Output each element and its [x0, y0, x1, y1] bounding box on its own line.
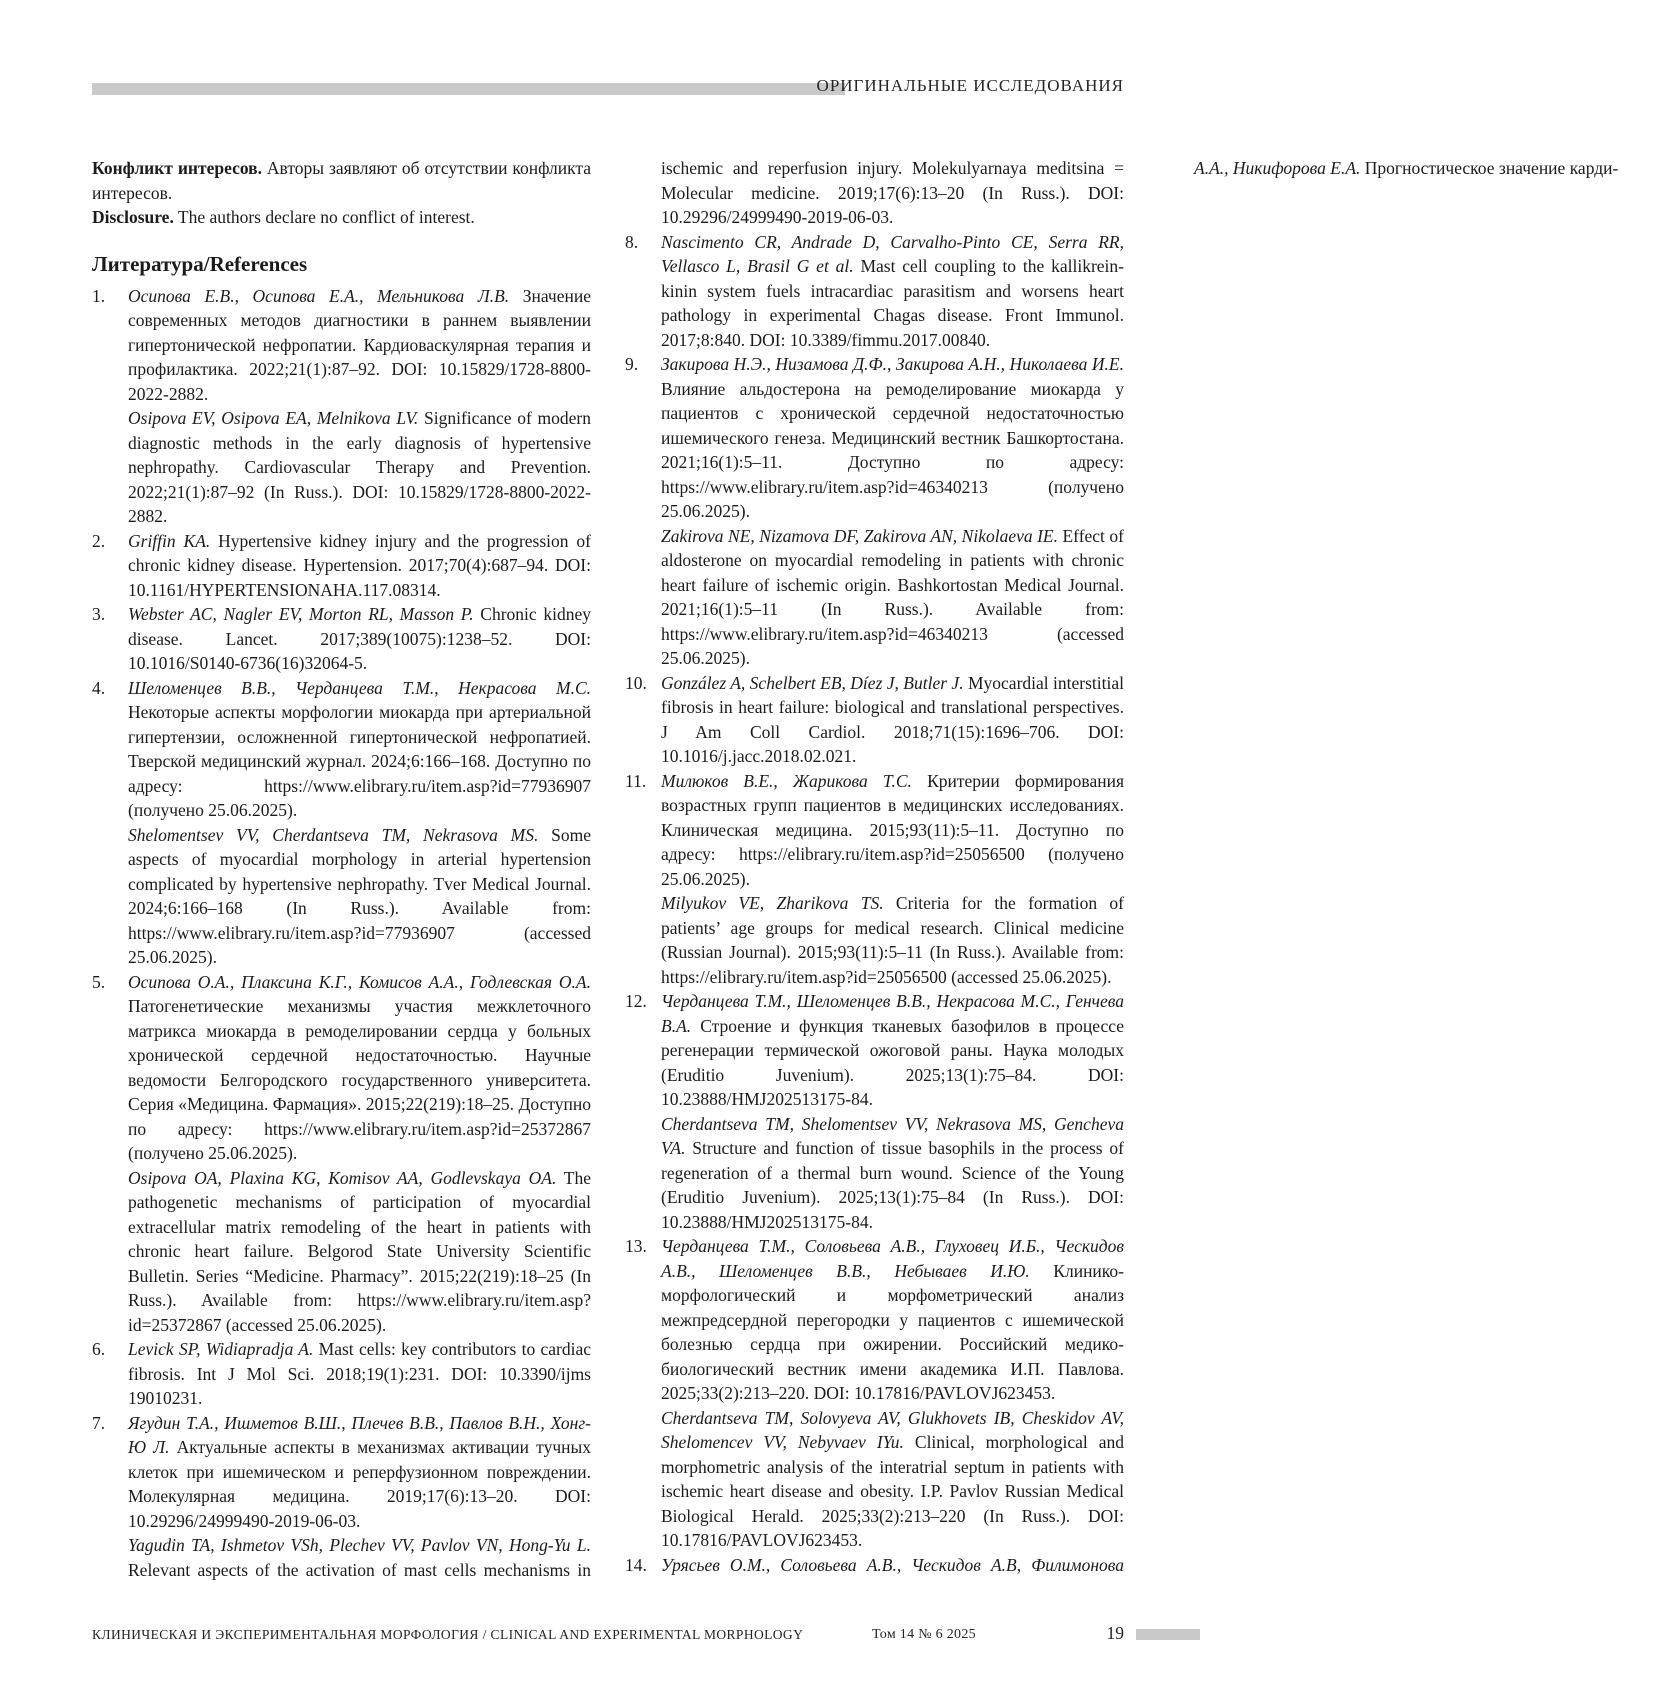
reference-text: Mast cell coupling to the kallikrein-kinin system fuels intracardiac parasitism and worsens heart pathology in experimental Chagas disease. Front Immunol. 2017;8:840. DOI: 10.3389/fimmu.2017.00840. [661, 256, 1124, 350]
reference-authors: Nascimento CR, Andrade D, Carvalho-Pinto CE, Serra RR, Vellasco L, Brasil G et al. [661, 231, 1124, 276]
reference-text: Прогностическое значение карди- [1360, 158, 1619, 178]
reference-text: Some aspects of myocardial morphology in arterial hypertension complicated by hypertensive nephropathy. Tver Medical Journal. 2024;6:166–168 (In Russ.). Available from: https://www.elibrary.ru/item.asp?id=77936907 (accessed 25.06.2025). [128, 824, 591, 967]
reference-text: Патогенетические механизмы участия межклеточного матрикса миокарда в ремоделировании сердца у больных хронической сердечной недостаточностью. Научные ведомости Белгородского государственного университета. Серия «Медицина. Фармация». 2015;22(219):18–25. Доступно по адресу: https://www.elibrary.ru/item.asp?id=25372867 (получено 25.06.2025). [128, 996, 591, 1163]
reference-authors: Закирова Н.Э., Низамова Д.Ф., Закирова А.Н., Николаева И.Е. [661, 354, 1124, 374]
reference-text: Строение и функция тканевых базофилов в процессе регенерации термической ожоговой раны. Наука молодых (Eruditio Juvenium). 2025;13(1):75–84. DOI: 10.23888/HMJ202513175-84. [661, 1015, 1124, 1109]
reference-item [625, 1234, 1124, 1553]
reference-authors: Cherdantseva TM, Shelomentsev VV, Nekrasova MS, Gencheva VA. [661, 1113, 1124, 1158]
reference-citation-primary [92, 1337, 591, 1411]
reference-item [625, 352, 1124, 671]
reference-text: Некоторые аспекты морфологии миокарда при артериальной гипертензии, осложненной гипертонической нефропатией. Тверской медицинский журнал. 2024;6:166–168. Доступно по адресу: https://www.elibrary.ru/item.asp?id=77936907 (получено 25.06.2025). [128, 702, 591, 820]
reference-authors: González A, Schelbert EB, Díez J, Butler J. [661, 672, 964, 693]
reference-text: Значение современных методов диагностики в раннем выявлении гипертонической нефропатии. Кардиоваскулярная терапия и профилактика. 2022;21(1):87–92. DOI: 10.15829/1728-8800-2022-2882. [128, 285, 592, 404]
reference-authors: Osipova OA, Plaxina KG, Komisov AA, Godlevskaya OA. [128, 1167, 557, 1188]
reference-item [92, 1337, 591, 1411]
reference-authors: Yagudin TA, Ishmetov VSh, Plechev VV, Pavlov VN, Hong-Yu L. [128, 1535, 591, 1555]
reference-number: 2. [92, 530, 106, 551]
reference-number: 11. [625, 770, 647, 791]
reference-number: 3. [92, 604, 106, 624]
reference-text: The pathogenetic mechanisms of participation of myocardial extracellular matrix remodeling of the heart in patients with chronic heart failure. Belgorod State University Scientific Bulletin. Series “Medicine. Pharmacy”. 2015;22(219):18–25 (In Russ.). Available from: https://www.elibrary.ru/item.asp?id=25372867 (accessed 25.06.2025). [128, 1167, 591, 1335]
reference-number: 14. [625, 1554, 647, 1575]
references-heading: Литература/References [92, 251, 308, 276]
two-column-flow [92, 156, 1619, 1590]
reference-authors: Osipova EV, Osipova EA, Melnikova LV. [128, 408, 419, 428]
reference-item [92, 970, 591, 1338]
reference-number: 13. [625, 1236, 647, 1256]
reference-number: 12. [625, 991, 647, 1011]
conflict-ru-text: Авторы заявляют об отсутствии конфликта интересов. [92, 158, 591, 203]
page-number: 19 [1106, 1623, 1124, 1643]
reference-citation-translated [661, 891, 1124, 989]
disclosure-label: Disclosure. [92, 207, 174, 227]
reference-number: 1. [92, 285, 106, 306]
reference-citation-primary [625, 989, 1124, 1112]
reference-item [92, 529, 591, 603]
reference-number: 10. [625, 672, 647, 693]
reference-authors: Осипова Е.В., Осипова Е.А., Мельникова Л.В. [128, 285, 510, 306]
reference-item [92, 602, 591, 676]
reference-item [625, 230, 1124, 353]
reference-authors: Milyukov VE, Zharikova TS. [661, 893, 884, 913]
conflict-of-interest-en [92, 205, 591, 230]
reference-text: Myocardial interstitial fibrosis in heart failure: biological and translational perspectives. J Am Coll Cardiol. 2018;71(15):1696–706. DOI: 10.1016/j.jacc.2018.02.021. [661, 672, 1124, 766]
reference-authors: Урясьев О.М., Соловьева А.В., Ческидов А.В, Филимонова А.А., Никифорова Е.А. [661, 158, 1361, 1575]
reference-text: Structure and function of tissue basophils in the process of regeneration of a thermal burn wound. Science of the Young (Eruditio Juvenium). 2025;13(1):75–84 (In Russ.). DOI: 10.23888/HMJ202513175-84. [661, 1138, 1124, 1232]
page-header [92, 76, 1124, 102]
reference-citation-primary [92, 970, 591, 1166]
reference-text: Criteria for the formation of patients’ age groups for medical research. Clinical medicine (Russian Journal). 2015;93(11):5–11 (In Russ.). Available from: https://elibrary.ru/item.asp?id=25056500 (accessed 25.06.2025). [661, 893, 1125, 987]
disclosure-text: The authors declare no conflict of interest. [173, 207, 475, 227]
references-content [92, 156, 1619, 1590]
reference-citation-primary [625, 1234, 1124, 1406]
reference-authors: Cherdantseva TM, Solovyeva AV, Glukhovets IB, Cheskidov AV, Shelomencev VV, Nebyvaev IYu. [661, 1407, 1124, 1452]
reference-number: 6. [92, 1339, 106, 1359]
reference-authors: Осипова О.А., Плаксина К.Г., Комисов А.А., Годлевская О.А. [128, 971, 591, 992]
reference-citation-primary [92, 529, 591, 603]
reference-number: 5. [92, 971, 106, 992]
header-rule [92, 83, 845, 95]
reference-citation-translated [661, 1406, 1124, 1553]
reference-number: 9. [625, 354, 639, 374]
reference-number: 4. [92, 677, 106, 698]
reference-citation-primary [625, 769, 1125, 892]
reference-authors: Shelomentsev VV, Cherdantseva TM, Nekrasova MS. [128, 824, 539, 845]
reference-text: Chronic kidney disease. Lancet. 2017;389(10075):1238–52. DOI: 10.1016/S0140-6736(16)32064-5. [128, 604, 592, 673]
footer-rule [1136, 1629, 1200, 1640]
conflict-ru-label: Конфликт интересов. [92, 158, 262, 178]
reference-text: Mast cells: key contributors to cardiac fibrosis. Int J Mol Sci. 2018;19(1):231. DOI: 10.3390/ijms 19010231. [128, 1339, 591, 1408]
reference-authors: Шеломенцев В.В., Черданцева Т.М., Некрасова М.С. [128, 677, 591, 698]
reference-authors: Zakirova NE, Nizamova DF, Zakirova AN, Nikolaeva IE. [661, 525, 1058, 546]
reference-citation-primary [625, 230, 1124, 353]
reference-citation-primary [92, 1411, 591, 1534]
section-heading: ОРИГИНАЛЬНЫЕ ИССЛЕДОВАНИЯ [816, 76, 1124, 95]
reference-item [625, 769, 1124, 990]
reference-authors: Webster AC, Nagler EV, Morton RL, Masson P. [128, 604, 474, 624]
reference-authors: Griffin KA. [128, 530, 211, 551]
reference-text: Relevant aspects of the activation of mast cells mechanisms in ischemic and reperfusion injury. Molekulyarnaya meditsina = Molecular medicine. 2019;17(6):13–20 (In Russ.). DOI: 10.29296/24999490-2019-06-03. [128, 158, 1124, 1580]
reference-citation-translated [128, 823, 591, 970]
reference-number: 8. [625, 231, 639, 252]
reference-item [92, 676, 591, 970]
reference-authors: Черданцева Т.М., Соловьева А.В., Глуховец И.Б., Ческидов А.В., Шеломенцев В.В., Небываев И.Ю. [661, 1236, 1124, 1281]
reference-text: Клинико-морфологический и морфометрический анализ межпредсердной перегородки у пациентов с ишемической болезнью сердца при ожирении. Российский медико-биологический вестник имени академика И.П. Павлова. 2025;33(2):213–220. DOI: 10.17816/PAVLOVJ623453. [661, 1260, 1124, 1403]
reference-list [92, 156, 1657, 1590]
reference-text: Effect of aldosterone on myocardial remodeling in patients with chronic heart failure of ischemic origin. Bashkortostan Medical Journal. 2021;16(1):5–11 (In Russ.). Available from: https://www.elibrary.ru/item.asp?id=46340213 (accessed 25.06.2025). [661, 525, 1124, 668]
reference-citation-primary [92, 284, 592, 407]
reference-text: Significance of modern diagnostic methods in the early diagnosis of hypertensive nephropathy. Cardiovascular Therapy and Prevention. 2022;21(1):87–92 (In Russ.). DOI: 10.15829/1728-8800-2022-2882. [128, 408, 591, 526]
issue-info: Том 14 № 6 2025 [872, 1627, 976, 1642]
reference-citation-translated [128, 1166, 591, 1338]
reference-text: Clinical, morphological and morphometric analysis of the interatrial septum in patients with ischemic heart disease and obesity. I.P. Pavlov Russian Medical Biological Herald. 2025;33(2):213–220 (In Russ.). DOI: 10.17816/PAVLOVJ623453. [661, 1432, 1124, 1550]
reference-citation-primary [625, 352, 1124, 524]
reference-text: Hypertensive kidney injury and the progression of chronic kidney disease. Hypertension. 2017;70(4):687–94. DOI: 10.1161/HYPERTENSIONAHA.117.08314. [128, 530, 591, 600]
reference-text: Актуальные аспекты в механизмах активации тучных клеток при ишемическом и реперфузионном повреждении. Молекулярная медицина. 2019;17(6):13–20. DOI: 10.29296/24999490-2019-06-03. [128, 1437, 591, 1531]
page-footer [92, 1620, 1200, 1650]
reference-item [625, 989, 1124, 1234]
reference-citation-translated [661, 1112, 1124, 1235]
reference-citation-primary [92, 676, 591, 823]
reference-number: 7. [92, 1412, 106, 1433]
reference-authors: Милюков В.Е., Жарикова Т.С. [661, 770, 912, 791]
reference-citation-translated [661, 524, 1124, 671]
reference-text: Влияние альдостерона на ремоделирование миокарда у пациентов с хронической сердечной недостаточностью ишемического генеза. Медицинский вестник Башкортостана. 2021;16(1):5–11. Доступно по адресу: https://www.elibrary.ru/item.asp?id=46340213 (получено 25.06.2025). [661, 378, 1124, 521]
reference-item [92, 284, 591, 529]
conflict-of-interest-ru [92, 156, 591, 205]
reference-text: Критерии формирования возрастных групп пациентов в медицинских исследованиях. Клиническая медицина. 2015;93(11):5–11. Доступно по адресу: https://elibrary.ru/item.asp?id=25056500 (получено 25.06.2025). [661, 770, 1125, 889]
reference-item [625, 671, 1124, 769]
reference-citation-primary [625, 671, 1124, 769]
reference-citation-translated [128, 406, 591, 529]
reference-authors: Ягудин Т.А., Ишметов В.Ш., Плечев В.В., Павлов В.Н., Хонг-Ю Л. [128, 1412, 591, 1457]
reference-authors: Черданцева Т.М., Шеломенцев В.В., Некрасова М.С., Генчева В.А. [661, 991, 1124, 1036]
reference-citation-primary [92, 602, 592, 676]
reference-authors: Levick SP, Widiapradja A. [128, 1339, 314, 1359]
journal-title: КЛИНИЧЕСКАЯ И ЭКСПЕРИМЕНТАЛЬНАЯ МОРФОЛОГИЯ / CLINICAL AND EXPERIMENTAL MORPHOLOGY [92, 1627, 804, 1642]
